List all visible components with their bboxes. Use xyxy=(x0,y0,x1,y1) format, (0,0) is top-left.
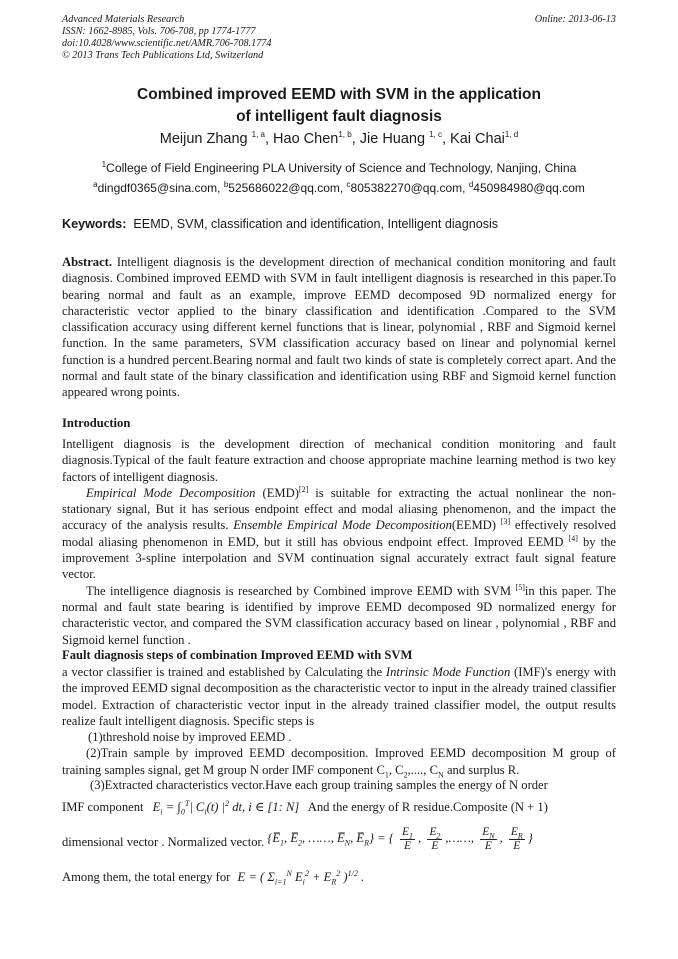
subscript: N xyxy=(438,770,444,780)
email: 805382270@qq.com, xyxy=(350,181,469,195)
author-name: , Jie Huang xyxy=(351,131,430,147)
online-date: Online: 2013-06-13 xyxy=(534,14,616,25)
author-marker: 1, c xyxy=(429,130,442,140)
journal-header xyxy=(62,14,271,62)
italic-term: Ensemble Empirical Mode Decomposition xyxy=(233,518,452,533)
email-list xyxy=(0,181,678,195)
keywords xyxy=(62,217,498,231)
paper-title-line1: Combined improved EEMD with SVM in the application xyxy=(137,86,541,103)
text: in this paper. The normal and fault state bearing is identified by improve EEMD decomposed 9D normalized energy for characteristic vector, and compared the SVM classification accuracy based on linear , polynomial , RBF and Sigmoid kernel function . xyxy=(62,583,616,647)
author-name: , Kai Chai xyxy=(442,131,505,147)
journal-name: Advanced Materials Research xyxy=(62,14,185,25)
text: (2)Train sample by improved EEMD decomposition. Improved EEMD decomposition M group of training samples signal, get M group N order IMF component C xyxy=(62,746,616,777)
abstract-label: Abstract. xyxy=(62,255,113,269)
affiliation xyxy=(0,161,678,175)
abstract-text: Intelligent diagnosis is the development direction of mechanical condition monitoring and fault diagnosis. Combined improved EEMD with SVM in fault intelligent diagnosis is researched in this paper.To bearing normal and fault as an example, improve EEMD decomposed 9D normalized energy for characteristic vector applied to the binary classification and identification .Compared to the SVM classification accuracy using different kernel functions that is linear, polynomial , RBF and Sigmoid kernel function. In the same parameters, SVM classification accuracy based on linear and polynomial kernel function is a hundred percent.Bearing normal and fault two kinds of state is completely correct apart. And the normal and fault state of the binary classification and identification using RBF and Sigmoid kernel function appeared wrong points. xyxy=(62,255,616,400)
text: , C xyxy=(388,762,404,777)
author-name: , Hao Chen xyxy=(265,131,339,147)
normalized-vector-formula: {$E̅_1$, $E̅_2$, ……, $E̅_N$, $E̅_R$} = { $\frac{E_1}{E}$ , $\frac{E_2}{E}$ ,……, $\frac{E_N}{E}$ , $\frac{E_R}{E}$ } xyxy=(267,826,533,852)
steps-body xyxy=(62,664,616,778)
keywords-text: EEMD, SVM, classification and identification, Intelligent diagnosis xyxy=(133,217,499,231)
text: by the improvement 3-spline interpolation and SVM continuation signal accurately extract fault signal feature vector. xyxy=(62,534,616,582)
imf-energy-line xyxy=(62,799,616,815)
total-energy-line xyxy=(62,870,616,885)
affiliation-text: College of Field Engineering PLA University of Science and Technology, Nanjing, China xyxy=(106,161,577,175)
text: is suitable for extracting the actual nonlinear the non-stationary signal, But it has serious endpoint effect and modal aliasing phenomenon, and the impact the accuracy of the analysis results. xyxy=(62,485,616,533)
total-energy-formula: E = ( $\Sigma_{i=1}^N$ $E_i^2 + E_R^2$ )$^{1/2}$ . xyxy=(237,868,365,887)
intro-paragraph-2 xyxy=(62,485,616,583)
paper-title-line2: of intelligent fault diagnosis xyxy=(236,108,442,125)
text: (EEMD) xyxy=(451,518,501,533)
text: ,...., C xyxy=(407,762,439,777)
email: 450984980@qq.com xyxy=(473,181,585,195)
text: and surplus R. xyxy=(443,762,520,777)
text: The intelligence diagnosis is researched by Combined improve EEMD with SVM xyxy=(86,583,516,598)
abstract xyxy=(62,254,616,401)
email-marker: d xyxy=(468,180,474,189)
email: 525686022@qq.com, xyxy=(228,181,347,195)
text: (EMD) xyxy=(255,485,299,500)
step-3: (3)Extracted characteristics vector.Have each group training samples the energy of N order xyxy=(90,778,548,792)
email: dingdf0365@sina.com, xyxy=(97,181,224,195)
author-name: Meijun Zhang xyxy=(159,131,252,147)
text: And the energy of R residue.Composite (N + 1) xyxy=(307,800,548,814)
intro-paragraph-3 xyxy=(62,583,616,648)
steps-paragraph xyxy=(62,664,616,729)
email-marker: c xyxy=(346,180,351,189)
citation: [2] xyxy=(298,484,309,494)
citation: [5] xyxy=(515,582,525,592)
introduction-body xyxy=(62,436,616,648)
text: Among them, the total energy for xyxy=(62,870,231,884)
step-2 xyxy=(62,745,616,778)
text: dimensional vector . Normalized vector. xyxy=(62,835,265,850)
step-1: (1)threshold noise by improved EEMD . xyxy=(88,730,292,745)
imf-energy-formula: $E_i = \int_0^T|$ $C_i(t)$ $|^2$ dt, i ∈ [1: N] xyxy=(152,798,300,817)
author-marker: 1, d xyxy=(504,130,519,140)
subscript: 2 xyxy=(403,770,408,780)
issn-line: ISSN: 1662-8985, Vols. 706-708, pp 1774-1777 xyxy=(62,26,256,37)
section-heading-introduction: Introduction xyxy=(62,416,131,430)
text: (IMF)'s energy with the improved EEMD signal decomposition as the characteristic vector to input in the already trained classifier model. Extraction of characteristic vector input in the already trained classifier model, the output results realize fault intelligent diagnosis. Specific steps is xyxy=(62,665,616,728)
email-marker: b xyxy=(223,180,229,189)
italic-term: Intrinsic Mode Function xyxy=(385,665,511,679)
author-marker: 1, b xyxy=(338,130,352,140)
doi-line: doi:10.4028/www.scientific.net/AMR.706-708.1774 xyxy=(62,38,272,49)
keywords-label: Keywords: xyxy=(62,217,127,231)
email-marker: a xyxy=(93,180,98,189)
italic-term: Empirical Mode Decomposition xyxy=(86,485,256,500)
author-marker: 1, a xyxy=(251,130,265,140)
text: effectively resolved modal aliasing phenomenon in EMD, but it still has obvious endpoint effect. Improved EEMD xyxy=(62,518,616,549)
text: IMF component xyxy=(62,800,144,814)
subscript: 1 xyxy=(384,770,389,780)
copyright-line: © 2013 Trans Tech Publications Ltd, Switzerland xyxy=(62,50,264,61)
citation: [4] xyxy=(568,533,578,543)
author-list xyxy=(0,131,678,147)
affiliation-marker: 1 xyxy=(101,159,107,169)
normalized-vector-line xyxy=(62,826,616,853)
text: a vector classifier is trained and established by Calculating the xyxy=(62,665,386,679)
intro-paragraph-1: Intelligent diagnosis is the development direction of mechanical condition monitoring and fault diagnosis.Typical of the fault feature extraction and choose appropriate machine learning method is two key factors of intelligent diagnosis. xyxy=(62,437,616,484)
citation: [3] xyxy=(500,517,511,527)
section-heading-steps: Fault diagnosis steps of combination Improved EEMD with SVM xyxy=(62,648,413,662)
